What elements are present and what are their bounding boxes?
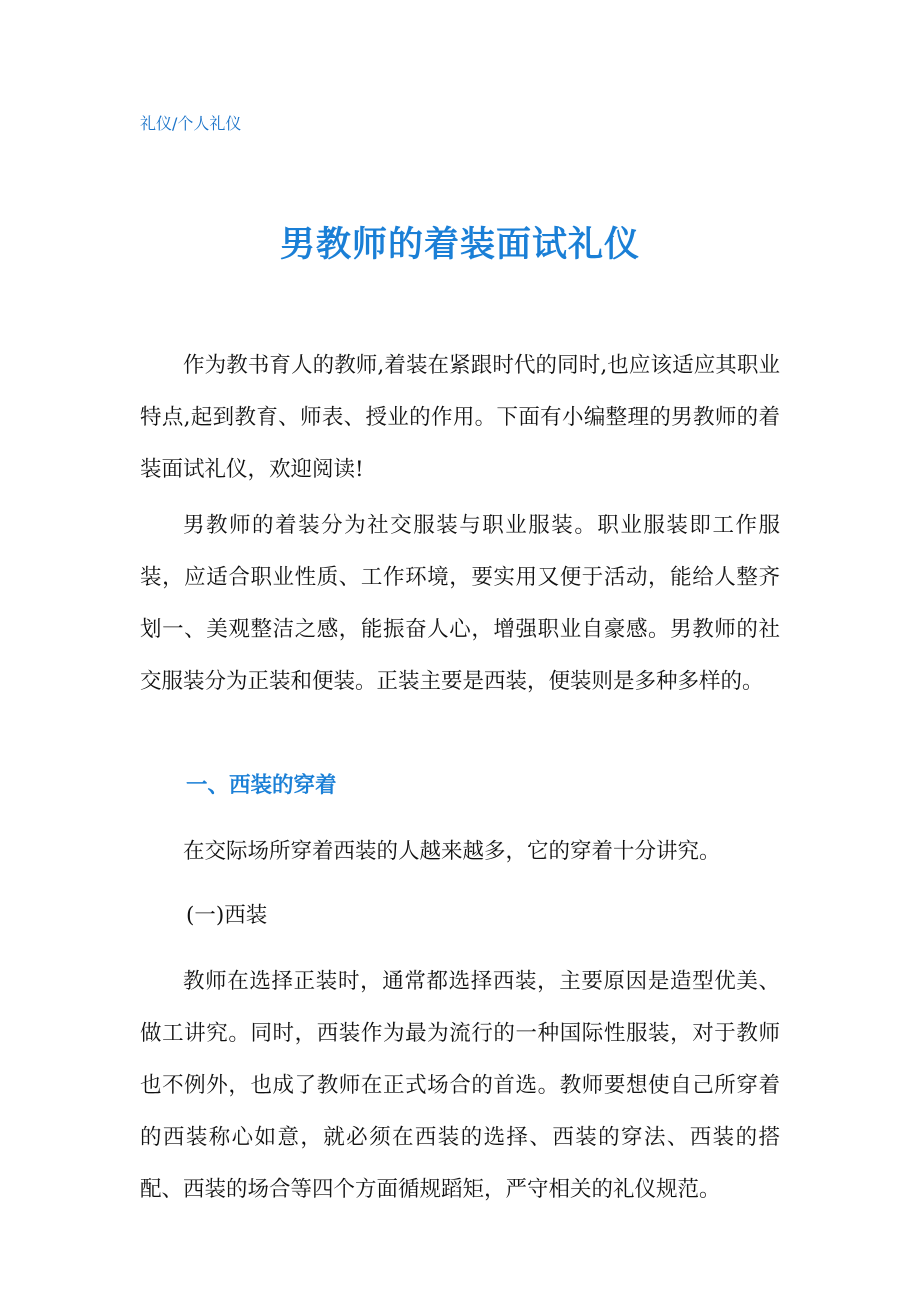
page-title: 男教师的着装面试礼仪: [279, 225, 640, 265]
subheading: (一)西装: [186, 903, 268, 928]
suit-intro-paragraph: 在交际场所穿着西装的人越来越多，它的穿着十分讲究。: [183, 839, 721, 864]
suit-detail-paragraph: 教师在选择正装时，通常都选择西装，主要原因是造型优美、做工讲究。同时，西装作为最为流行的一种国际性服装，对于教师也不例外，也成了教师在正式场合的首选。教师要想使自己所穿着的西装称心如意，就必须在西装的选择、西装的穿法、西装的搭配、西装的场合等四个方面循规蹈矩，严守相关的礼仪规范。: [140, 969, 780, 1202]
breadcrumb[interactable]: 礼仪/个人礼仪: [140, 114, 242, 133]
intro-paragraph: 作为教书育人的教师,着装在紧跟时代的同时,也应该适应其职业特点,起到教育、师表、授业的作用。下面有小编整理的男教师的着装面试礼仪，欢迎阅读!: [140, 353, 780, 482]
section-heading: 一、西装的穿着: [186, 773, 337, 798]
clothing-types-paragraph: 男教师的着装分为社交服装与职业服装。职业服装即工作服装，应适合职业性质、工作环境，要实用又便于活动，能给人整齐划一、美观整洁之感，能振奋人心，增强职业自豪感。男教师的社交服装分为正装和便装。正装主要是西装，便装则是多种多样的。: [140, 513, 780, 694]
